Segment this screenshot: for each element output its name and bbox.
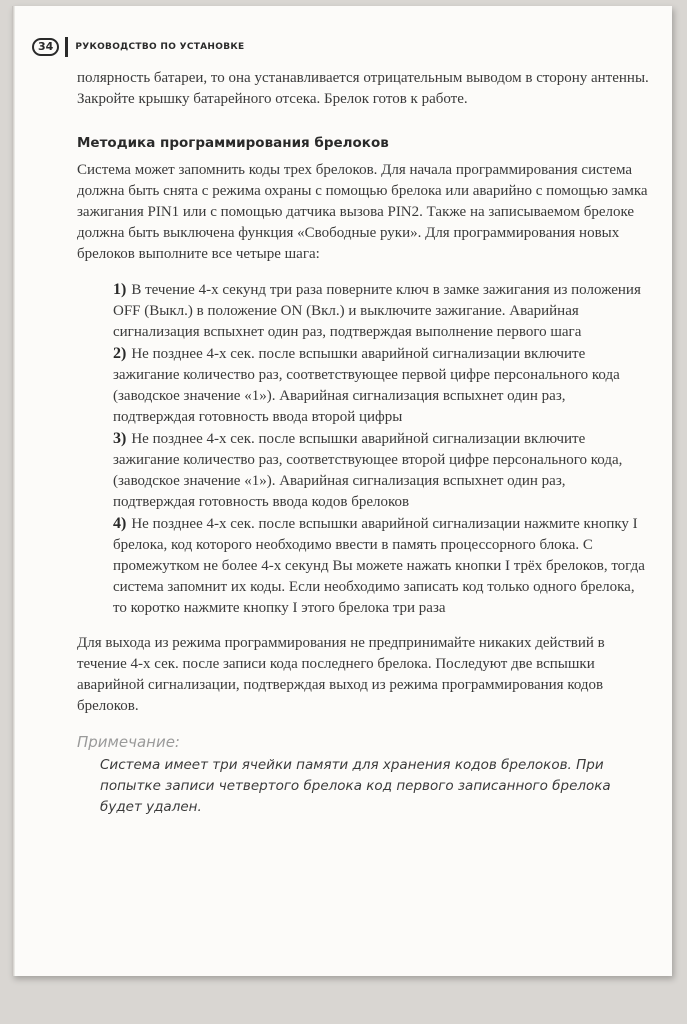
step-text: Не позднее 4-х сек. после вспышки аварийной сигнализации включите зажигание количество раз, соответствующее второй цифре персонального кода,(заводское значение «1»). Аварийная сигнализация вспыхнет один раз, подтверждая готовность ввода кодов брелоков — [113, 431, 623, 510]
step-number: 4) — [113, 515, 127, 532]
intro-paragraph: полярность батареи, то она устанавливается отрицательным выводом в сторону антенны. Закройте крышку батарейного отсека. Брелок готов к работе. — [77, 70, 649, 107]
page-number: 34 — [32, 38, 59, 56]
note-label: Примечание: — [77, 733, 180, 751]
exit-paragraph: Для выхода из режима программирования не предпринимайте никаких действий в течение 4-х сек. после записи кода последнего брелока. Последуют две вспышки аварийной сигнализации, подтверждая выход из режима программирования кодов брелоков. — [77, 635, 605, 714]
manual-page — [12, 6, 672, 976]
step-item — [113, 428, 649, 513]
step-number: 3) — [113, 430, 127, 447]
step-text: В течение 4-х секунд три раза поверните ключ в замке зажигания из положения OFF (Выкл.) в положение ON (Вкл.) и выключите зажигание. Аварийная сигнализация вспыхнет один раз, подтверждая выполнение первого шага — [113, 282, 641, 340]
step-item — [113, 279, 649, 343]
step-item — [113, 513, 649, 619]
header-title: РУКОВОДСТВО ПО УСТАНОВКЕ — [75, 42, 245, 52]
note-text: Система имеет три ячейки памяти для хранения кодов брелоков. При попытке записи четвертого брелока код первого записанного брелока будет удален. — [100, 757, 611, 815]
step-number: 2) — [113, 345, 127, 362]
steps-list — [113, 279, 649, 619]
page-header — [32, 36, 244, 58]
section-heading: Методика программирования брелоков — [77, 135, 389, 151]
header-divider — [65, 37, 68, 57]
section-paragraph: Система может запомнить коды трех брелоков. Для начала программирования система должна быть снята с режима охраны с помощью брелока или аварийно с помощью замка зажигания PIN1 или с помощью датчика вызова PIN2. Также на записываемом брелоке должна быть выключена функция «Свободные руки». Для программирования новых брелоков выполните все четыре шага: — [77, 162, 648, 262]
step-number: 1) — [113, 281, 127, 298]
step-text: Не позднее 4-х сек. после вспышки аварийной сигнализации включите зажигание количество раз, соответствующее первой цифре персонального кода (заводское значение «1»). Аварийная сигнализация вспыхнет один раз, подтверждая готовность ввода второй цифры — [113, 346, 620, 425]
programming-section — [77, 132, 649, 265]
step-text: Не позднее 4-х сек. после вспышки аварийной сигнализации нажмите кнопку I брелока, код которого необходимо ввести в память процессорного блока. С промежутком не более 4-х секунд Вы можете нажать кнопки I трёх брелоков, тогда система запомнит их коды. Если необходимо записать код только одного брелока, то коротко нажмите кнопку I этого брелока три раза — [113, 516, 645, 616]
page-content — [77, 68, 649, 818]
step-item — [113, 343, 649, 428]
page-binding-edge — [12, 6, 15, 976]
